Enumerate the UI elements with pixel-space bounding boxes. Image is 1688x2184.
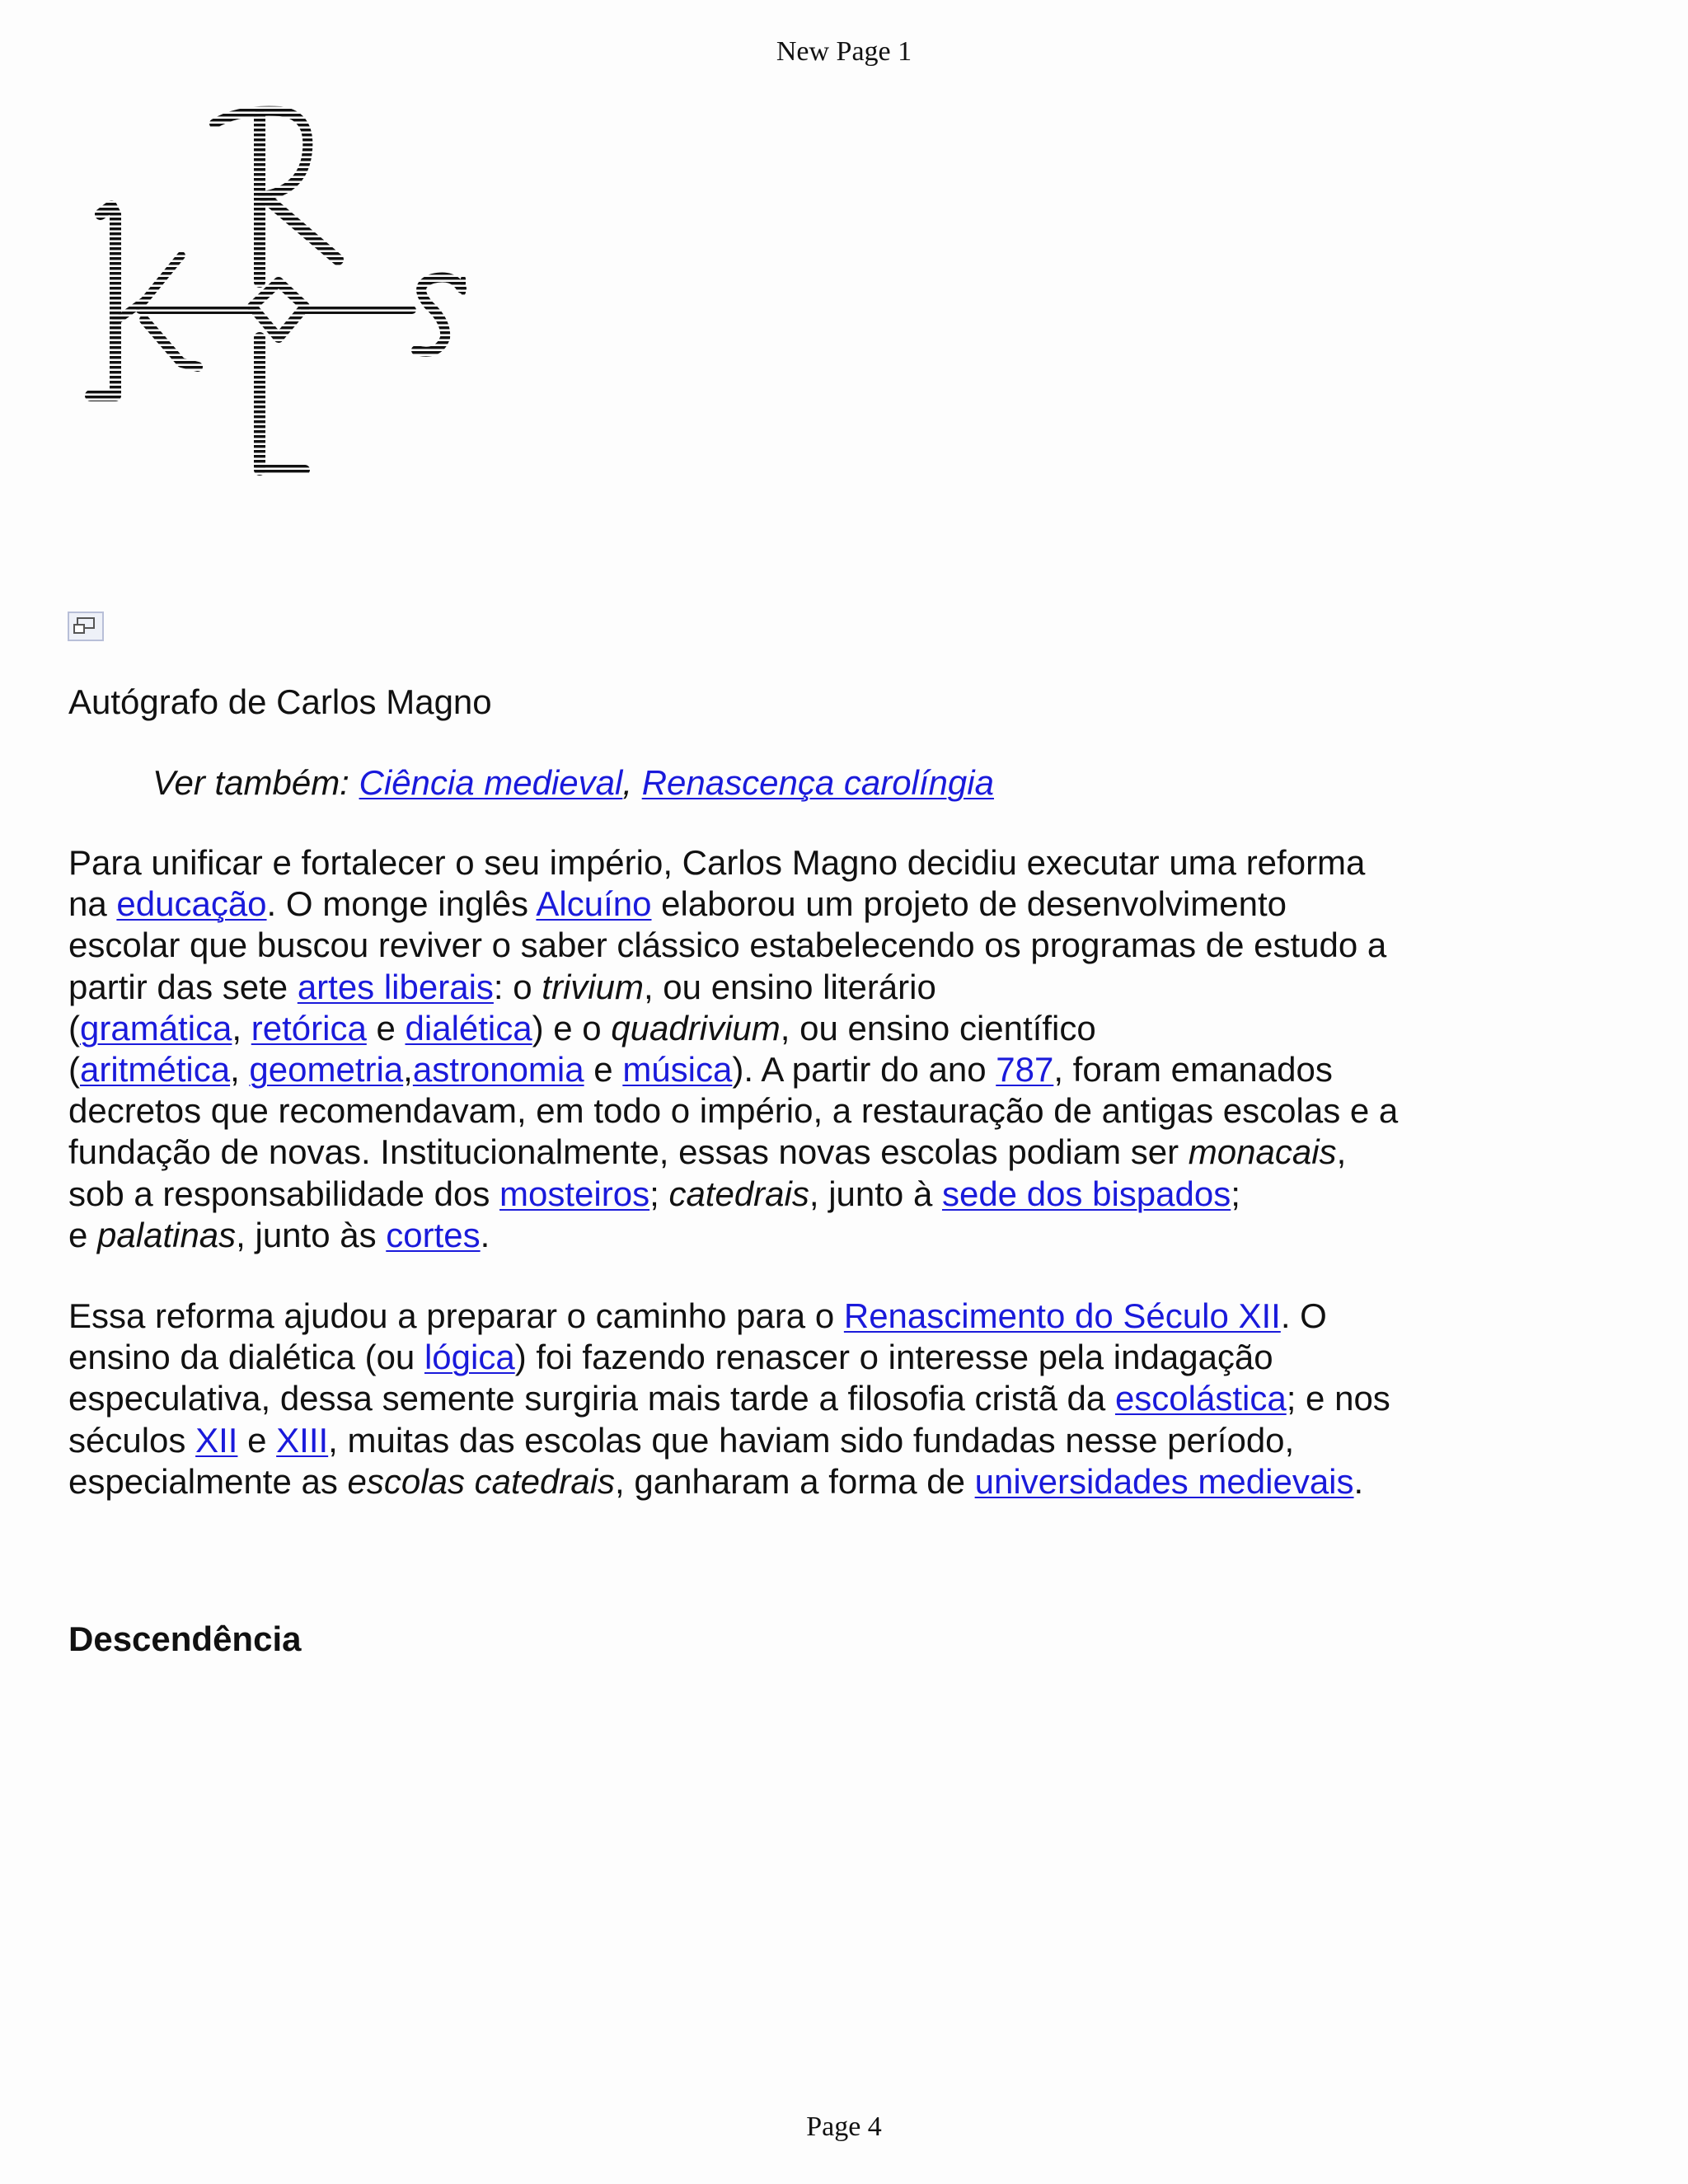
link-sede-dos-bispados[interactable]: sede dos bispados — [941, 1174, 1231, 1213]
text-line: partir das sete artes liberais: o trivium, ou ensino literário — [68, 967, 936, 1006]
link-xii[interactable]: XII — [195, 1420, 238, 1460]
link-renascimento-seculo-xii[interactable]: Renascimento do Século XII — [843, 1296, 1281, 1335]
link-educacao[interactable]: educação — [116, 884, 267, 924]
link-aritmetica[interactable]: aritmética — [80, 1050, 231, 1090]
link-astronomia[interactable]: astronomia — [412, 1050, 584, 1090]
link-retorica[interactable]: retórica — [251, 1008, 367, 1047]
charlemagne-monogram — [66, 99, 486, 486]
see-also-separator: , — [622, 763, 642, 802]
link-cortes[interactable]: cortes — [386, 1215, 481, 1254]
link-renascenca-carolingia[interactable]: Renascença carolíngia — [641, 763, 994, 802]
text-line: especulativa, dessa semente surgiria mais tarde a filosofia cristã da escolástica; e nos — [68, 1379, 1390, 1418]
text-line: sob a responsabilidade dos mosteiros; catedrais, junto à sede dos bispados; — [68, 1174, 1240, 1213]
text-line: escolar que buscou reviver o saber clássico estabelecendo os programas de estudo a — [68, 926, 1387, 965]
image-caption: Autógrafo de Carlos Magno — [68, 682, 492, 721]
link-mosteiros[interactable]: mosteiros — [499, 1174, 650, 1213]
link-alcuino[interactable]: Alcuíno — [536, 884, 652, 924]
link-dialetica[interactable]: dialética — [405, 1008, 532, 1047]
text-line: Para unificar e fortalecer o seu império, Carlos Magno decidiu executar uma reforma — [68, 843, 1366, 882]
link-universidades-medievais[interactable]: universidades medievais — [974, 1461, 1354, 1501]
text-line: fundação de novas. Institucionalmente, essas novas escolas podiam ser monacais, — [68, 1132, 1347, 1172]
text-line: (aritmética, geometria,astronomia e música). A partir do ano 787, foram emanados — [68, 1050, 1333, 1090]
link-gramatica[interactable]: gramática — [80, 1008, 232, 1047]
see-also-prefix: Ver também: — [152, 763, 359, 802]
link-geometria[interactable]: geometria — [249, 1050, 404, 1090]
text-line: ensino da dialética (ou lógica) foi fazendo renascer o interesse pela indagação — [68, 1338, 1273, 1377]
link-xiii[interactable]: XIII — [276, 1420, 329, 1460]
link-artes-liberais[interactable]: artes liberais — [297, 967, 494, 1006]
page-footer-number: Page 4 — [806, 2111, 882, 2142]
text-line: na educação. O monge inglês Alcuíno elaborou um projeto de desenvolvimento — [68, 884, 1287, 924]
link-logica[interactable]: lógica — [424, 1338, 515, 1377]
text-line: séculos XII e XIII, muitas das escolas que haviam sido fundadas nesse período, — [68, 1420, 1295, 1460]
paragraph-renaissance — [68, 1296, 1552, 1502]
link-ciencia-medieval[interactable]: Ciência medieval — [359, 763, 623, 802]
text-line: (gramática, retórica e dialética) e o quadrivium, ou ensino científico — [68, 1008, 1096, 1047]
link-escolastica[interactable]: escolástica — [1114, 1379, 1287, 1418]
text-line: Essa reforma ajudou a preparar o caminho para o Renascimento do Século XII. O — [68, 1296, 1327, 1335]
text-line: e palatinas, junto às cortes. — [68, 1215, 490, 1254]
link-musica[interactable]: música — [622, 1050, 733, 1090]
text-line: decretos que recomendavam, em todo o império, a restauração de antigas escolas e a — [68, 1091, 1399, 1131]
see-also — [152, 762, 994, 804]
text-line: especialmente as escolas catedrais, ganharam a forma de universidades medievais. — [68, 1461, 1364, 1501]
broken-image-icon[interactable] — [68, 612, 104, 641]
link-787[interactable]: 787 — [996, 1050, 1054, 1090]
page-header-title: New Page 1 — [776, 36, 912, 67]
section-heading-descendencia: Descendência — [68, 1619, 302, 1658]
paragraph-education-reform — [68, 842, 1552, 1256]
